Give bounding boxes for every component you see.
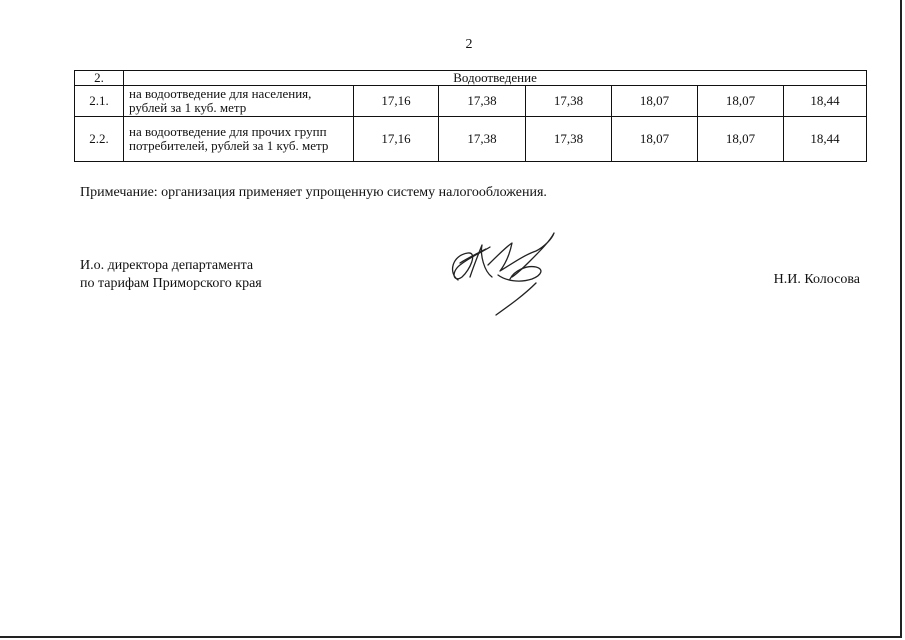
row-value: 17,38 [526,86,612,117]
section-title: Водоотведение [124,71,867,86]
row-value: 18,07 [698,117,784,162]
signer-title-line-1: И.о. директора департамента [80,258,254,273]
row-value: 17,16 [354,117,439,162]
row-value: 17,38 [439,86,526,117]
row-number: 2.1. [75,86,124,117]
tax-note: Примечание: организация применяет упрощенную систему налогообложения. [80,185,547,200]
handwritten-signature [440,225,570,320]
section-number: 2. [75,71,124,86]
signer-name: Н.И. Колосова [773,272,860,287]
signer-title-line-2: по тарифам Приморского края [80,276,262,291]
tariff-table [74,70,867,162]
row-description: на водоотведение для прочих групп потребителей, рублей за 1 куб. метр [124,117,354,162]
row-value: 18,07 [612,86,698,117]
row-value: 17,38 [526,117,612,162]
signer-title [80,257,262,293]
row-value: 17,16 [354,86,439,117]
row-value: 18,07 [612,117,698,162]
table-section-row [75,71,867,86]
row-value: 18,44 [784,117,867,162]
row-value: 18,07 [698,86,784,117]
table-row [75,117,867,162]
row-value: 18,44 [784,86,867,117]
row-value: 17,38 [439,117,526,162]
table-row [75,86,867,117]
row-number: 2.2. [75,117,124,162]
row-description: на водоотведение для населения, рублей за 1 куб. метр [124,86,354,117]
page-number: 2 [465,37,473,52]
